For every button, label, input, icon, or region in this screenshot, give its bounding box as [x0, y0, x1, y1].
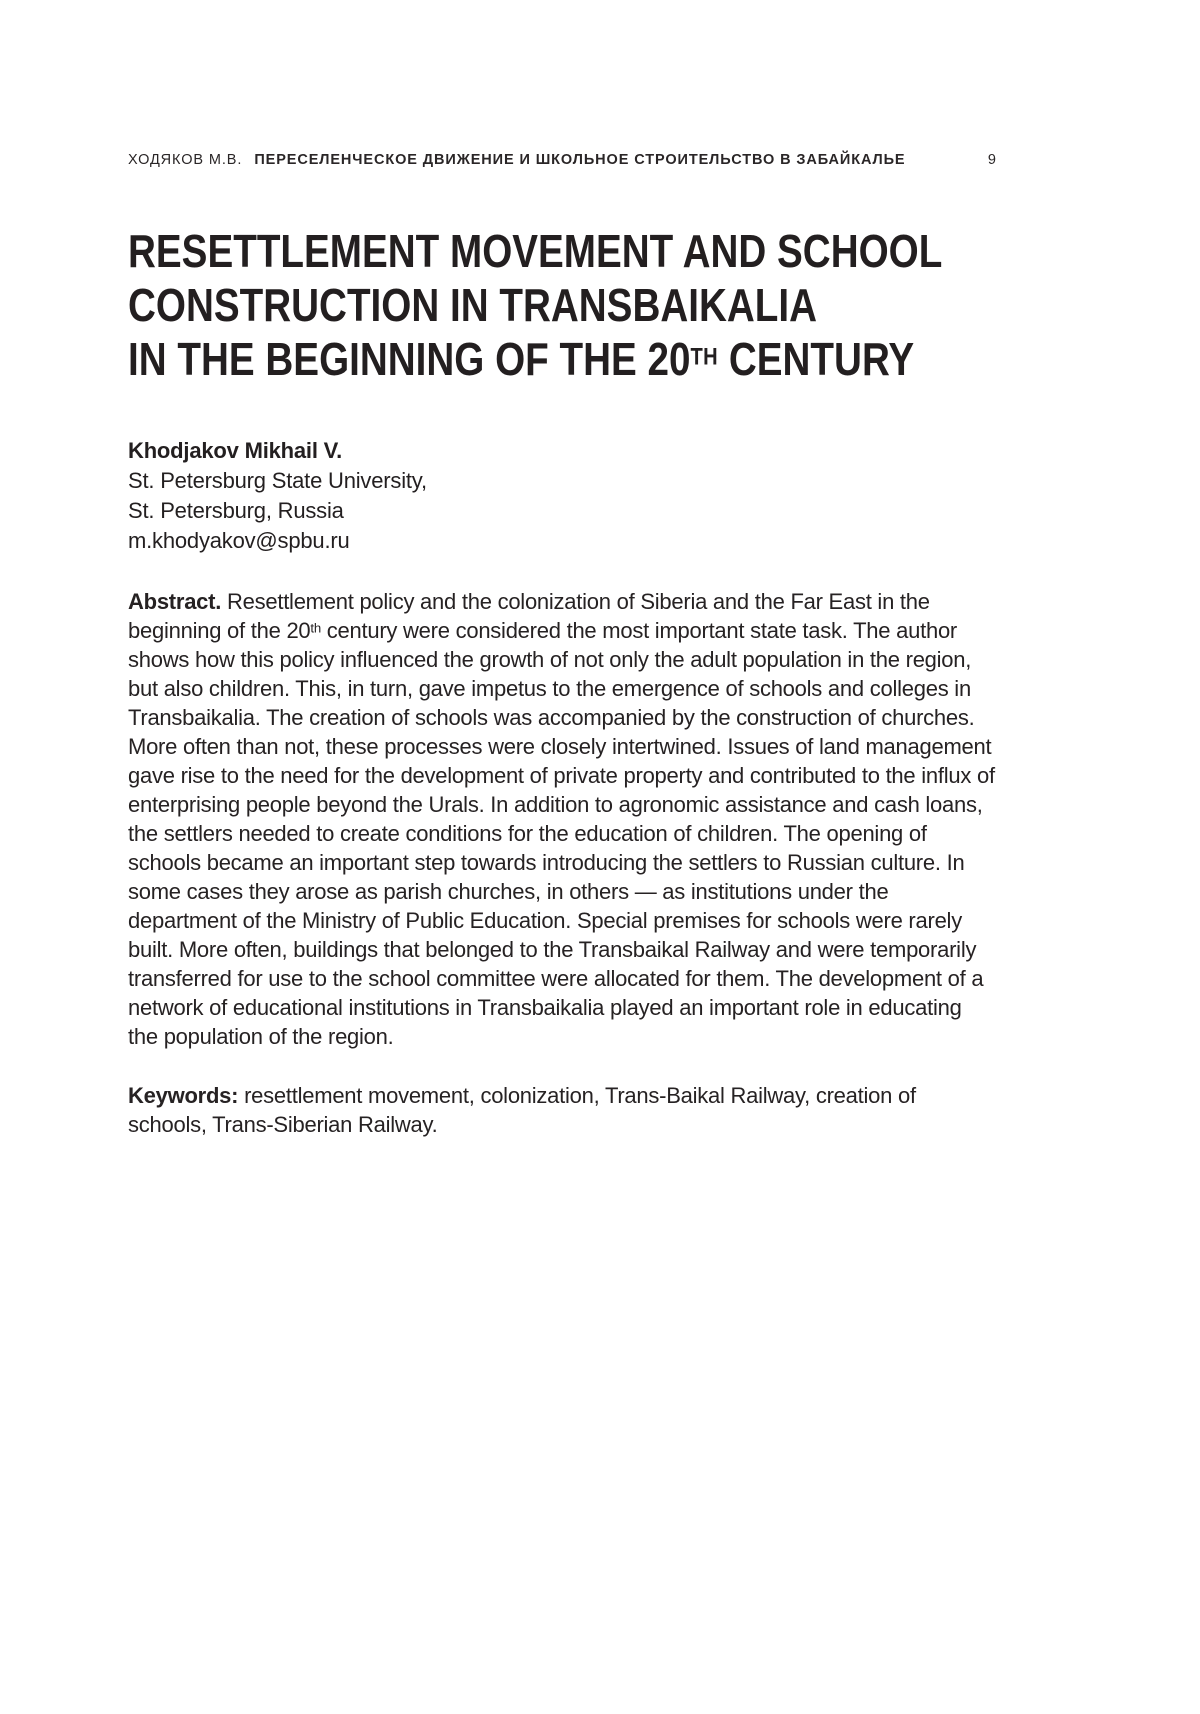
- author-affiliation-line-2: St. Petersburg, Russia: [128, 498, 344, 523]
- article-title-line-3-end: CENTURY: [718, 333, 915, 385]
- abstract-text-part-1: Resettlement policy and the colonization of Siberia and the Far East in the beginning of the 20: [128, 589, 930, 643]
- page-number: 9: [987, 152, 996, 168]
- running-header-title: ПЕРЕСЕЛЕНЧЕСКОЕ ДВИЖЕНИЕ И ШКОЛЬНОЕ СТРОИТЕЛЬСТВО В ЗАБАЙКАЛЬЕ: [254, 152, 906, 168]
- abstract-text-part-2: century were considered the most important state task. The author shows how this policy influenced the growth of not only the adult population in the region, but also children. This, in turn, gave impetus to the emergence of schools and colleges in Transbaikalia. The creation of schools was accompanied by the construction of churches. More often than not, these processes were closely intertwined. Issues of land management gave rise to the need for the development of private property and contributed to the influx of enterprising people beyond the Urals. In addition to agronomic assistance and cash loans, the settlers needed to create conditions for the education of children. The opening of schools became an important step towards introducing the settlers to Russian culture. In some cases they arose as parish churches, in others — as institutions under the department of the Ministry of Public Education. Special premises for schools were rarely built. More often, buildings that belonged to the Transbaikal Railway and were temporarily transferred for use to the school committee were allocated for them. The development of a network of educational institutions in Transbaikalia played an important role in educating the population of the region.: [128, 618, 995, 1049]
- author-block: [128, 436, 996, 556]
- author-name: Khodjakov Mikhail V.: [128, 438, 343, 463]
- ordinal-superscript: th: [310, 620, 321, 636]
- keywords-paragraph: [128, 1081, 996, 1139]
- article-title-line-2: CONSTRUCTION IN TRANSBAIKALIA: [128, 279, 818, 331]
- article-title-line-3: [128, 332, 915, 386]
- running-header-author: ХОДЯКОВ М.В.: [128, 152, 243, 168]
- article-title: [128, 224, 996, 386]
- abstract-paragraph: [128, 587, 996, 1051]
- article-title-line-1: RESETTLEMENT MOVEMENT AND SCHOOL: [128, 225, 943, 277]
- abstract-label: Abstract.: [128, 589, 222, 614]
- page-content: [128, 0, 996, 1139]
- running-header: [128, 151, 996, 169]
- keywords-text: resettlement movement, colonization, Trans-Baikal Railway, creation of schools, Trans-Siberian Railway.: [128, 1083, 916, 1137]
- article-title-line-3-text: IN THE BEGINNING OF THE 20: [128, 333, 691, 385]
- ordinal-superscript: TH: [690, 343, 719, 371]
- keywords-label: Keywords:: [128, 1083, 239, 1108]
- author-affiliation-line-1: St. Petersburg State University,: [128, 468, 427, 493]
- author-email: m.khodyakov@spbu.ru: [128, 528, 350, 553]
